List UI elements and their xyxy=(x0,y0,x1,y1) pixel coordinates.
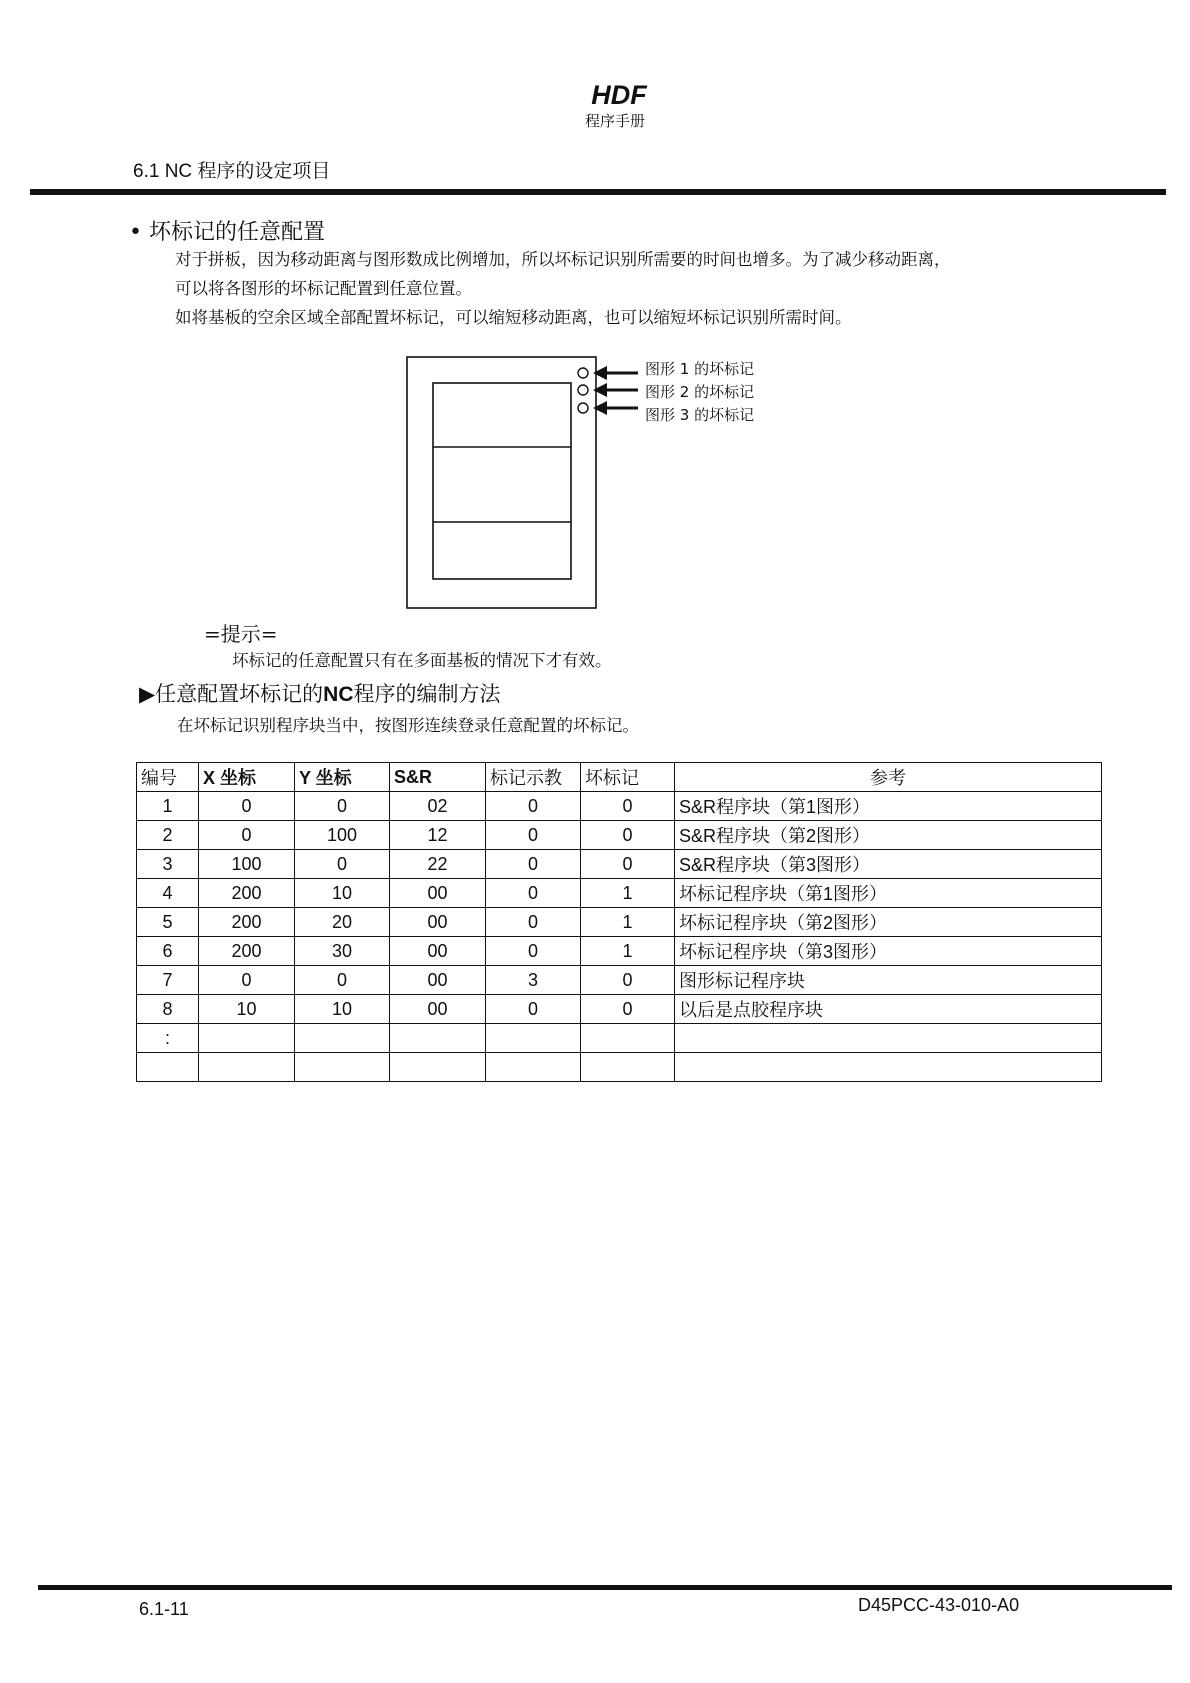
table-cell: 图形标记程序块 xyxy=(675,966,1102,995)
bad-mark-circle xyxy=(578,403,588,413)
table-cell: S&R程序块（第1图形） xyxy=(675,792,1102,821)
table-cell: 坏标记程序块（第2图形） xyxy=(675,908,1102,937)
table-cell: 22 xyxy=(390,850,486,879)
table-cell: 0 xyxy=(486,792,581,821)
table-cell: 0 xyxy=(581,995,675,1024)
table-cell: 0 xyxy=(295,850,390,879)
manual-subtitle: 程序手册 xyxy=(584,112,645,130)
pattern-area xyxy=(433,383,571,579)
tip-text: 坏标记的任意配置只有在多面基板的情况下才有效。 xyxy=(232,651,612,670)
table-cell xyxy=(199,1024,295,1053)
col-header: X 坐标 xyxy=(199,763,295,792)
table-cell: S&R程序块（第2图形） xyxy=(675,821,1102,850)
table-cell: 1 xyxy=(581,879,675,908)
table-header-row xyxy=(137,763,1102,792)
table-cell: 0 xyxy=(295,792,390,821)
table-cell: 10 xyxy=(295,879,390,908)
table-row xyxy=(137,937,1102,966)
table-cell: 6 xyxy=(137,937,199,966)
table-cell: 20 xyxy=(295,908,390,937)
table-cell xyxy=(675,1053,1102,1082)
table-cell: 00 xyxy=(390,966,486,995)
col-header: 标记示教 xyxy=(486,763,581,792)
table-cell: 1 xyxy=(137,792,199,821)
bad-mark-circle xyxy=(578,385,588,395)
table-cell: 0 xyxy=(486,995,581,1024)
table-cell: 00 xyxy=(390,937,486,966)
table-cell: : xyxy=(137,1024,199,1053)
table-cell: 00 xyxy=(390,879,486,908)
table-cell: 10 xyxy=(199,995,295,1024)
table-cell xyxy=(581,1024,675,1053)
table-cell: 3 xyxy=(486,966,581,995)
bad-mark-circle xyxy=(578,368,588,378)
table-cell: 02 xyxy=(390,792,486,821)
diagram-label: 图形 3 的坏标记 xyxy=(645,406,755,424)
table-cell: 5 xyxy=(137,908,199,937)
table-row xyxy=(137,850,1102,879)
table-cell: 00 xyxy=(390,908,486,937)
table-row xyxy=(137,1024,1102,1053)
table-cell: 0 xyxy=(199,966,295,995)
table-cell: 200 xyxy=(199,879,295,908)
table-cell: 0 xyxy=(486,937,581,966)
board-outline xyxy=(407,357,596,608)
bullet-heading-text: 坏标记的任意配置 xyxy=(148,220,325,245)
table-cell: 0 xyxy=(295,966,390,995)
nc-program-table xyxy=(136,762,1102,1082)
table-cell: 0 xyxy=(581,792,675,821)
section-title: 6.1 NC 程序的设定项目 xyxy=(133,161,331,182)
table-cell: 0 xyxy=(486,850,581,879)
table-row xyxy=(137,966,1102,995)
method-text: 在坏标记识别程序块当中，按图形连续登录任意配置的坏标记。 xyxy=(177,716,639,735)
table-cell xyxy=(390,1024,486,1053)
table-cell: 坏标记程序块（第3图形） xyxy=(675,937,1102,966)
table-cell: 00 xyxy=(390,995,486,1024)
arrow-icon xyxy=(593,401,638,415)
table-cell: 3 xyxy=(137,850,199,879)
table-cell: 0 xyxy=(199,792,295,821)
table-row xyxy=(137,792,1102,821)
col-header: S&R xyxy=(390,763,486,792)
tip-title: =提示= xyxy=(204,622,278,646)
table-cell: 4 xyxy=(137,879,199,908)
table-cell: 0 xyxy=(581,966,675,995)
triangle-icon: ▶ xyxy=(139,682,156,706)
table-cell: 0 xyxy=(199,821,295,850)
table-cell: 以后是点胶程序块 xyxy=(675,995,1102,1024)
arrow-icon xyxy=(593,366,638,380)
col-header: 参考 xyxy=(675,763,1102,792)
arrow-icon xyxy=(593,383,638,397)
table-cell: 1 xyxy=(581,908,675,937)
table-cell xyxy=(295,1024,390,1053)
table-cell: S&R程序块（第3图形） xyxy=(675,850,1102,879)
table-cell xyxy=(390,1053,486,1082)
table-row xyxy=(137,879,1102,908)
table-row xyxy=(137,908,1102,937)
table-cell: 200 xyxy=(199,908,295,937)
footer-rule xyxy=(38,1585,1172,1590)
table-cell: 0 xyxy=(581,821,675,850)
col-header: Y 坐标 xyxy=(295,763,390,792)
table-cell xyxy=(137,1053,199,1082)
table-cell: 30 xyxy=(295,937,390,966)
panel-diagram xyxy=(400,350,660,615)
table-cell xyxy=(486,1024,581,1053)
bullet-heading: • 坏标记的任意配置 xyxy=(129,220,325,245)
table-row xyxy=(137,1053,1102,1082)
paragraph-line: 对于拼板，因为移动距离与图形数成比例增加，所以坏标记识别所需要的时间也增多。为了减少移动距离， xyxy=(175,250,951,269)
table-cell: 0 xyxy=(486,821,581,850)
table-cell xyxy=(675,1024,1102,1053)
table-cell: 0 xyxy=(486,879,581,908)
table-cell: 10 xyxy=(295,995,390,1024)
table-cell: 100 xyxy=(295,821,390,850)
col-header: 坏标记 xyxy=(581,763,675,792)
method-heading-post: 程序的编制方法 xyxy=(353,682,501,706)
method-heading-bold: NC xyxy=(323,683,354,706)
diagram-label: 图形 2 的坏标记 xyxy=(645,383,755,401)
table-cell: 1 xyxy=(581,937,675,966)
table-cell: 0 xyxy=(581,850,675,879)
table-cell xyxy=(295,1053,390,1082)
header-rule xyxy=(30,189,1166,195)
col-header: 编号 xyxy=(137,763,199,792)
table-cell: 0 xyxy=(486,908,581,937)
table-cell: 坏标记程序块（第1图形） xyxy=(675,879,1102,908)
method-heading xyxy=(139,684,501,705)
table-cell: 200 xyxy=(199,937,295,966)
paragraph-line: 如将基板的空余区域全部配置坏标记，可以缩短移动距离，也可以缩短坏标记识别所需时间。 xyxy=(175,308,852,327)
table-cell xyxy=(486,1053,581,1082)
table-cell: 12 xyxy=(390,821,486,850)
table-cell xyxy=(581,1053,675,1082)
paragraph-line: 可以将各图形的坏标记配置到任意位置。 xyxy=(175,279,472,298)
table-cell xyxy=(199,1053,295,1082)
page-number: 6.1-11 xyxy=(139,1599,189,1619)
table-row xyxy=(137,821,1102,850)
method-heading-pre: 任意配置坏标记的 xyxy=(155,682,324,706)
table-cell: 8 xyxy=(137,995,199,1024)
table-cell: 2 xyxy=(137,821,199,850)
table-row xyxy=(137,995,1102,1024)
document-code: D45PCC-43-010-A0 xyxy=(858,1595,1020,1615)
brand-title: HDF xyxy=(591,80,647,110)
diagram-label: 图形 1 的坏标记 xyxy=(645,360,755,378)
table-cell: 7 xyxy=(137,966,199,995)
table-cell: 100 xyxy=(199,850,295,879)
